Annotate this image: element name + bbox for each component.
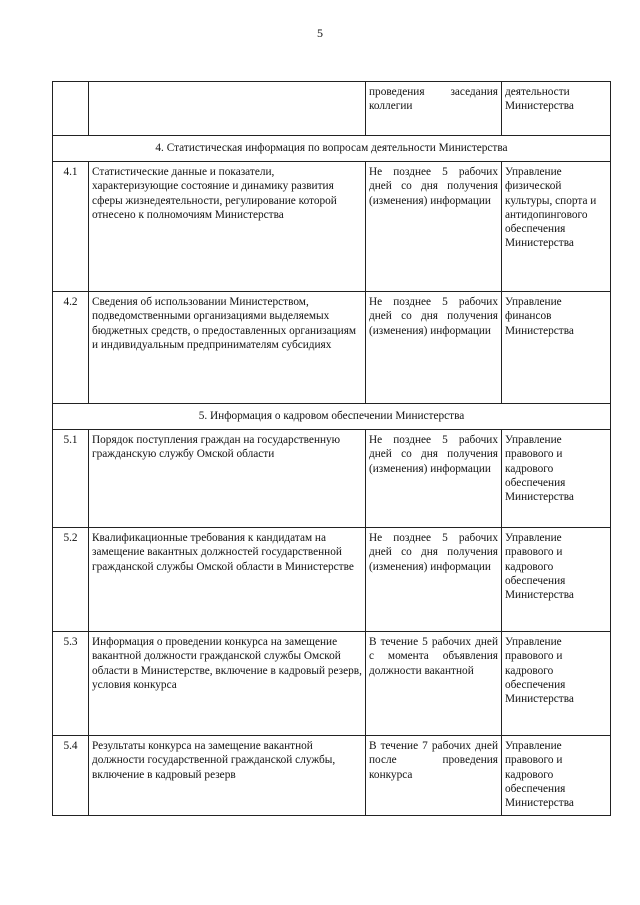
row-responsible-cell: Управление правового и кадрового обеспечения Министерства (502, 736, 611, 816)
row-responsible-cell: деятельности Министерства (502, 82, 611, 136)
table-row (53, 430, 611, 528)
continued-row (53, 82, 611, 136)
row-name-cell: Порядок поступления граждан на государственную гражданскую службу Омской области (89, 430, 366, 528)
row-term-cell: Не позднее 5 рабочих дней со дня получения (изменения) информации (366, 528, 502, 632)
table-row (53, 162, 611, 292)
table-row (53, 528, 611, 632)
row-name-cell: Информация о проведении конкурса на замещение вакантной должности гражданской службы Омской области в Министерстве, включение в кадровый резерв, условия конкурса (89, 632, 366, 736)
row-term-cell: Не позднее 5 рабочих дней со дня получения (изменения) информации (366, 430, 502, 528)
section-title: 5. Информация о кадровом обеспечении Министерства (53, 404, 611, 430)
row-responsible-cell: Управление физической культуры, спорта и антидопингового обеспечения Министерства (502, 162, 611, 292)
table-row (53, 736, 611, 816)
row-responsible-cell: Управление правового и кадрового обеспечения Министерства (502, 632, 611, 736)
section-header-row (53, 404, 611, 430)
row-responsible-cell: Управление правового и кадрового обеспечения Министерства (502, 430, 611, 528)
row-responsible-cell: Управление финансов Министерства (502, 292, 611, 404)
row-term-cell: Не позднее 5 рабочих дней со дня получения (изменения) информации (366, 162, 502, 292)
row-term-cell: Не позднее 5 рабочих дней со дня получения (изменения) информации (366, 292, 502, 404)
row-term-cell: проведения заседания коллегии (366, 82, 502, 136)
table-body (53, 82, 611, 816)
row-term-cell: В течение 5 рабочих дней с момента объявления должности вакантной (366, 632, 502, 736)
row-number-cell: 5.4 (53, 736, 89, 816)
section-header-row (53, 136, 611, 162)
table-row (53, 292, 611, 404)
row-number-cell (53, 82, 89, 136)
row-number-cell: 5.3 (53, 632, 89, 736)
disclosure-table (52, 81, 611, 816)
row-term-cell: В течение 7 рабочих дней после проведения конкурса (366, 736, 502, 816)
row-responsible-cell: Управление правового и кадрового обеспечения Министерства (502, 528, 611, 632)
row-number-cell: 4.1 (53, 162, 89, 292)
table-row (53, 632, 611, 736)
row-number-cell: 4.2 (53, 292, 89, 404)
section-title: 4. Статистическая информация по вопросам деятельности Министерства (53, 136, 611, 162)
row-name-cell: Квалификационные требования к кандидатам на замещение вакантных должностей государственной гражданской службы Омской области в Министерстве (89, 528, 366, 632)
row-name-cell: Сведения об использовании Министерством, подведомственными организациями выделяемых бюджетных средств, о предоставленных организациям и индивидуальным предпринимателям субсидиях (89, 292, 366, 404)
row-name-cell (89, 82, 366, 136)
page-number: 5 (317, 26, 323, 40)
row-name-cell: Результаты конкурса на замещение вакантной должности государственной гражданской службы, включение в кадровый резерв (89, 736, 366, 816)
row-name-cell: Статистические данные и показатели, характеризующие состояние и динамику развития сферы жизнедеятельности, регулирование которой отнесено к полномочиям Министерства (89, 162, 366, 292)
row-number-cell: 5.1 (53, 430, 89, 528)
row-number-cell: 5.2 (53, 528, 89, 632)
